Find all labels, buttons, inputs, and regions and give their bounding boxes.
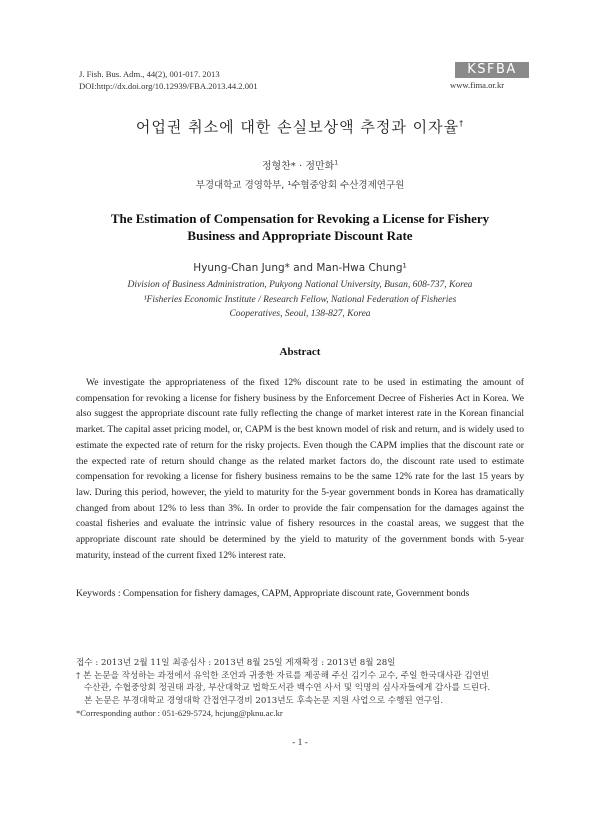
abstract-body: We investigate the appropriateness of the fixed 12% discount rate to be used in estimating the amount of compensation for revoking a license for fishery business by the Enforcement Decree of Fisheries Act in Korea. We also suggest the appropriate discount rate fully reflecting the change of market interest rate in the Korean financial market. The capital asset pricing model, or, CAPM is the best known model of risk and return, and is widely used to estimate the expected rate of return for the risky projects. Even though the CAPM implies that the discount rate or the expected rate of return should change as the related market factors do, the discount rate used to estimate compensation for revoking a license for fishery business remains to be the same 12% rate for the last 15 years by law. During this period, however, the yield to maturity for the 5-year government bonds in Korea has dramatically changed from about 12% to less than 3%. In order to provide the fair compensation for the damages against the coastal fisheries and evaluate the intrinsic value of fishery resources in the coastal areas, we suggest that the appropriate discount rate should be determined by the yield to maturity of the government bonds with 5-year maturity, instead of the current fixed 12% interest rate.: [76, 377, 524, 561]
korean-title-text: 어업권 취소에 대한 손실보상액 추정과 이자율: [135, 118, 460, 136]
acknowledgement-line2: 수산관, 수협중앙회 정권태 과장, 부산대학교 법학도서관 백수연 사서 및 익명의 심사자들에게 감사를 드린다.: [84, 683, 491, 694]
english-title-line1: The Estimation of Compensation for Revoking a License for Fishery: [110, 211, 490, 226]
journal-citation-block: [79, 68, 258, 92]
acknowledgement-line1: † 본 논문을 작성하는 과정에서 유익한 조언과 귀중한 자료를 제공해 주신 김기수 교수, 주일 한국대사관 김연빈: [76, 670, 490, 681]
journal-url[interactable]: www.fima.or.kr: [450, 80, 505, 90]
english-affil-line1: Division of Business Administration, Pukyong National University, Busan, 608-737, Korea: [127, 280, 473, 290]
journal-citation: J. Fish. Bus. Adm., 44(2), 001-017. 2013: [79, 69, 220, 79]
english-affiliation: [0, 278, 600, 322]
english-title: [0, 210, 600, 244]
doi-link[interactable]: DOI:http://dx.doi.org/10.12939/FBA.2013.44.2.001: [79, 81, 258, 91]
received-dates: 접수 : 2013년 2월 11일 최종심사 : 2013년 8월 25일 게재확정 : 2013년 8월 28일: [76, 658, 396, 668]
korean-affiliation: 부경대학교 경영학부, ¹수협중앙회 수산경제연구원: [195, 180, 405, 191]
english-title-line2: Business and Appropriate Discount Rate: [187, 228, 413, 243]
korean-authors-text: 정형찬* · 정만화: [261, 161, 335, 172]
english-affil-line3: Cooperatives, Seoul, 138-827, Korea: [229, 309, 371, 319]
english-authors: Hyung-Chan Jung* and Man-Hwa Chung¹: [193, 262, 407, 274]
ksfba-logo: KSFBA: [455, 62, 529, 78]
page-number: - 1 -: [292, 738, 308, 748]
footnotes: [76, 657, 536, 720]
english-affil-line2: ¹Fisheries Economic Institute / Research Fellow, National Federation of Fisheries: [143, 294, 457, 305]
korean-title: [0, 116, 600, 137]
keywords: Keywords : Compensation for fishery damages, CAPM, Appropriate discount rate, Government bonds: [76, 588, 470, 599]
abstract-heading: Abstract: [279, 346, 321, 358]
corresponding-author: *Corresponding author : 051-629-5724, hcjung@pknu.ac.kr: [76, 708, 283, 719]
funding-note: 본 논문은 부경대학교 경영대학 간접연구경비 2013년도 후속논문 지원 사업으로 수행된 연구임.: [84, 695, 444, 706]
korean-authors-mark: 1: [334, 159, 339, 167]
korean-title-mark: †: [459, 119, 465, 128]
korean-authors: [0, 157, 600, 172]
